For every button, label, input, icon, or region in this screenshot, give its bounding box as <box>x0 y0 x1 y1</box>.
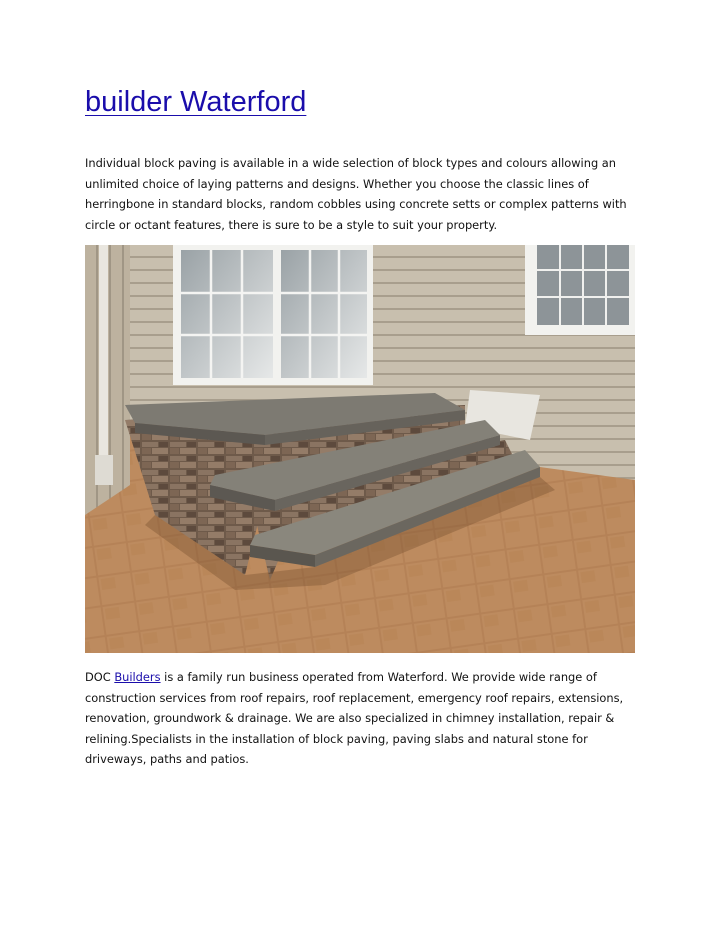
about-suffix: is a family run business operated from Waterford. We provide wide range of construction services from roof repairs, roof replacement, emergency roof repairs, extensions, renovation, groundwork & drainage. We are also specialized in chimney installation, repair & relining.Specialists in the installation of block paving, paving slabs and natural stone for driveways, paths and patios. <box>85 670 624 766</box>
about-paragraph <box>85 667 645 770</box>
about-prefix: DOC <box>85 670 115 684</box>
intro-paragraph: Individual block paving is available in a wide selection of block types and colours allowing an unlimited choice of laying patterns and designs. Whether you choose the classic lines of herringbone in standard blocks, random cobbles using concrete setts or complex patterns with circle or octant features, there is sure to be a style to suit your property. <box>85 156 627 232</box>
steps-photo <box>85 245 635 653</box>
page-title-link[interactable]: builder Waterford <box>85 86 307 118</box>
builders-link[interactable]: Builders <box>114 670 161 684</box>
